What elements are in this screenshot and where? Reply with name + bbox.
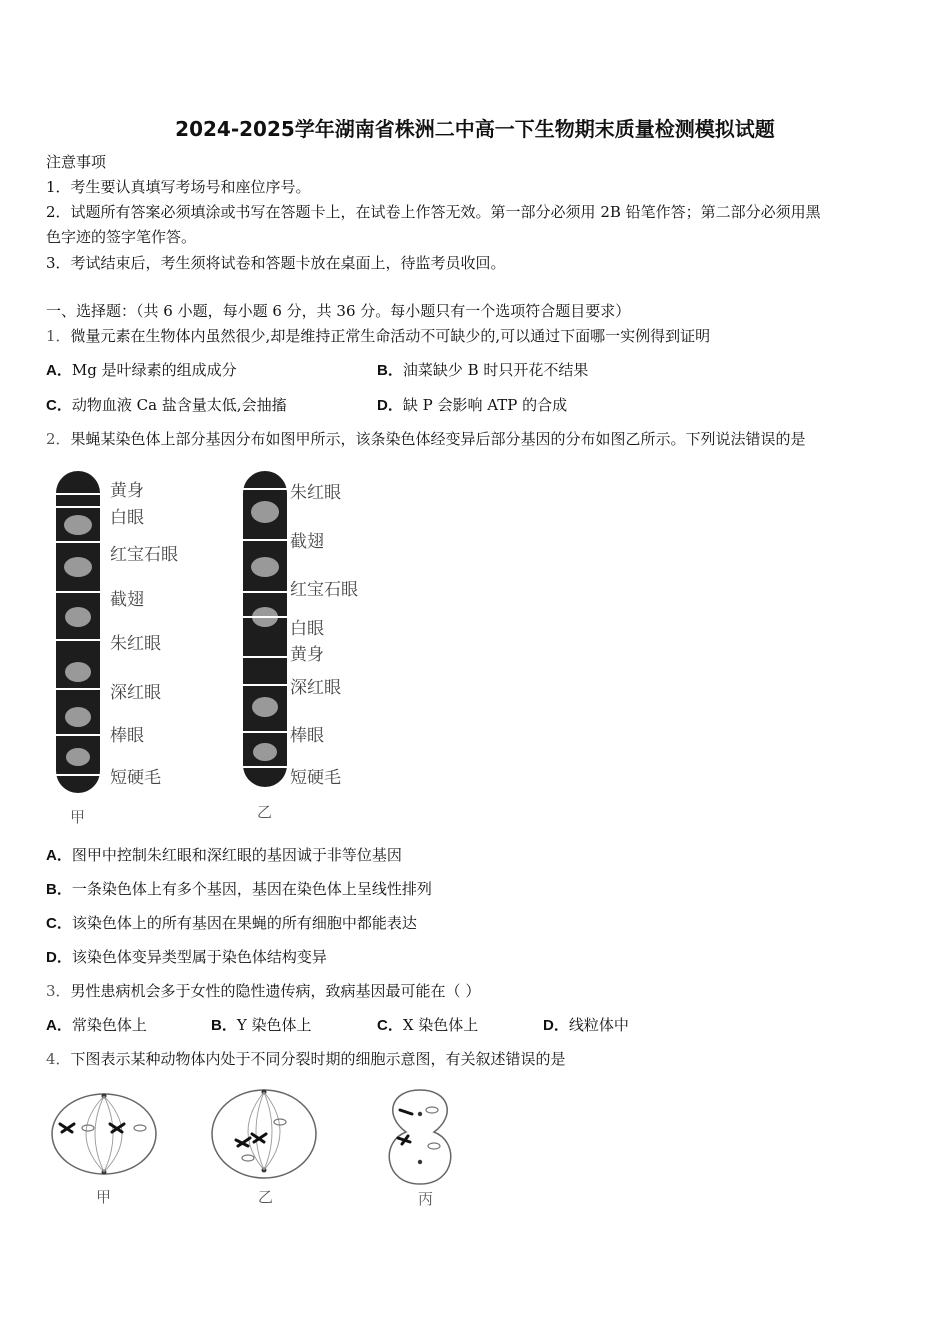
notice-item-3: 3．考试结束后，考生须将试卷和答题卡放在桌面上，待监考员收回。	[46, 254, 506, 272]
gene-label: 红宝石眼	[110, 545, 178, 565]
option-text: 缺 P 会影响 ATP 的合成	[402, 396, 568, 414]
q1-option-a	[46, 360, 237, 381]
option-label: C．	[46, 915, 72, 932]
option-label: A．	[46, 1017, 72, 1034]
gene-label: 朱红眼	[290, 483, 341, 503]
option-text: 动物血液 Ca 盐含量太低,会抽搐	[71, 396, 287, 414]
gene-label: 白眼	[110, 508, 144, 528]
option-label: C．	[377, 1017, 403, 1034]
option-text: 常染色体上	[71, 1016, 147, 1034]
notice-item-2-cont: 色字迹的签字笔作答。	[46, 228, 197, 246]
option-text: 图甲中控制朱红眼和深红眼的基因诚于非等位基因	[71, 846, 402, 864]
option-text: 油菜缺少 B 时只开花不结果	[402, 361, 589, 379]
figure-caption: 乙	[258, 1188, 274, 1206]
gene-label: 白眼	[290, 619, 324, 639]
option-label: D．	[377, 397, 403, 414]
cell-jia-figure	[48, 1088, 160, 1188]
notice-item-1: 1．考生要认真填写考场号和座位序号。	[46, 178, 311, 196]
q2-option-c	[46, 913, 417, 934]
page-title: 2024-2025学年湖南省株洲二中高一下生物期末质量检测模拟试题	[175, 117, 775, 141]
gene-label: 棒眼	[290, 726, 324, 746]
gene-label: 截翅	[290, 532, 324, 552]
option-label: B．	[46, 881, 72, 898]
q3-option-a	[46, 1015, 147, 1036]
q2-option-b	[46, 879, 432, 900]
figure-caption: 甲	[96, 1188, 112, 1206]
chromosome-yi-figure	[237, 467, 293, 792]
option-label: D．	[46, 949, 72, 966]
question-3	[46, 981, 480, 1001]
q3-option-d	[543, 1015, 629, 1036]
section-heading: 一、选择题：（共 6 小题，每小题 6 分，共 36 分。每小题只有一个选项符合题目要求）	[46, 302, 631, 320]
notice-heading: 注意事项	[46, 153, 107, 171]
option-text: X 染色体上	[402, 1016, 479, 1034]
option-text: 一条染色体上有多个基因，基因在染色体上呈线性排列	[71, 880, 432, 898]
question-number: 3．	[46, 982, 71, 1000]
cell-yi-figure	[208, 1084, 320, 1188]
question-number: 2．	[46, 430, 71, 448]
question-number: 4．	[46, 1050, 71, 1068]
q1-option-b	[377, 360, 588, 381]
gene-label: 红宝石眼	[290, 580, 358, 600]
option-text: 该染色体变异类型属于染色体结构变异	[71, 948, 327, 966]
q3-option-b	[211, 1015, 312, 1036]
option-text: Mg 是叶绿素的组成成分	[71, 361, 237, 379]
q1-option-c	[46, 395, 287, 416]
option-text: 线粒体中	[568, 1016, 629, 1034]
question-stem: 微量元素在生物体内虽然很少,却是维持正常生命活动不可缺少的,可以通过下面哪一实例得到证明	[70, 327, 711, 345]
gene-label: 截翅	[110, 590, 144, 610]
gene-label: 深红眼	[110, 683, 161, 703]
gene-label: 棒眼	[110, 726, 144, 746]
question-4	[46, 1049, 566, 1069]
question-2	[46, 429, 806, 449]
option-label: B．	[377, 362, 403, 379]
option-text: 该染色体上的所有基因在果蝇的所有细胞中都能表达	[71, 914, 417, 932]
figure-caption: 甲	[70, 808, 86, 826]
q2-option-d	[46, 947, 327, 968]
option-label: A．	[46, 362, 72, 379]
gene-label: 短硬毛	[290, 768, 341, 788]
option-text: Y 染色体上	[236, 1016, 312, 1034]
gene-label: 短硬毛	[110, 768, 161, 788]
q3-option-c	[377, 1015, 478, 1036]
question-number: 1．	[46, 327, 71, 345]
option-label: D．	[543, 1017, 569, 1034]
option-label: C．	[46, 397, 72, 414]
gene-label: 深红眼	[290, 678, 341, 698]
gene-label: 黄身	[290, 645, 324, 665]
cell-bing-figure	[370, 1086, 470, 1190]
option-label: B．	[211, 1017, 237, 1034]
chromosome-jia-figure	[50, 467, 106, 797]
option-label: A．	[46, 847, 72, 864]
gene-label: 朱红眼	[110, 634, 161, 654]
gene-label: 黄身	[110, 481, 144, 501]
question-stem: 果蝇某染色体上部分基因分布如图甲所示，该条染色体经变异后部分基因的分布如图乙所示。下列说法错误的是	[70, 430, 806, 448]
notice-item-2: 2．试题所有答案必须填涂或书写在答题卡上，在试卷上作答无效。第一部分必须用 2B 铅笔作答；第二部分必须用黑	[46, 203, 821, 221]
question-1	[46, 326, 710, 346]
figure-caption: 乙	[257, 803, 273, 821]
q2-option-a	[46, 845, 402, 866]
q1-option-d	[377, 395, 567, 416]
question-stem: 男性患病机会多于女性的隐性遗传病，致病基因最可能在（ ）	[70, 982, 481, 1000]
figure-caption: 丙	[418, 1190, 434, 1208]
question-stem: 下图表示某种动物体内处于不同分裂时期的细胞示意图，有关叙述错误的是	[70, 1050, 566, 1068]
